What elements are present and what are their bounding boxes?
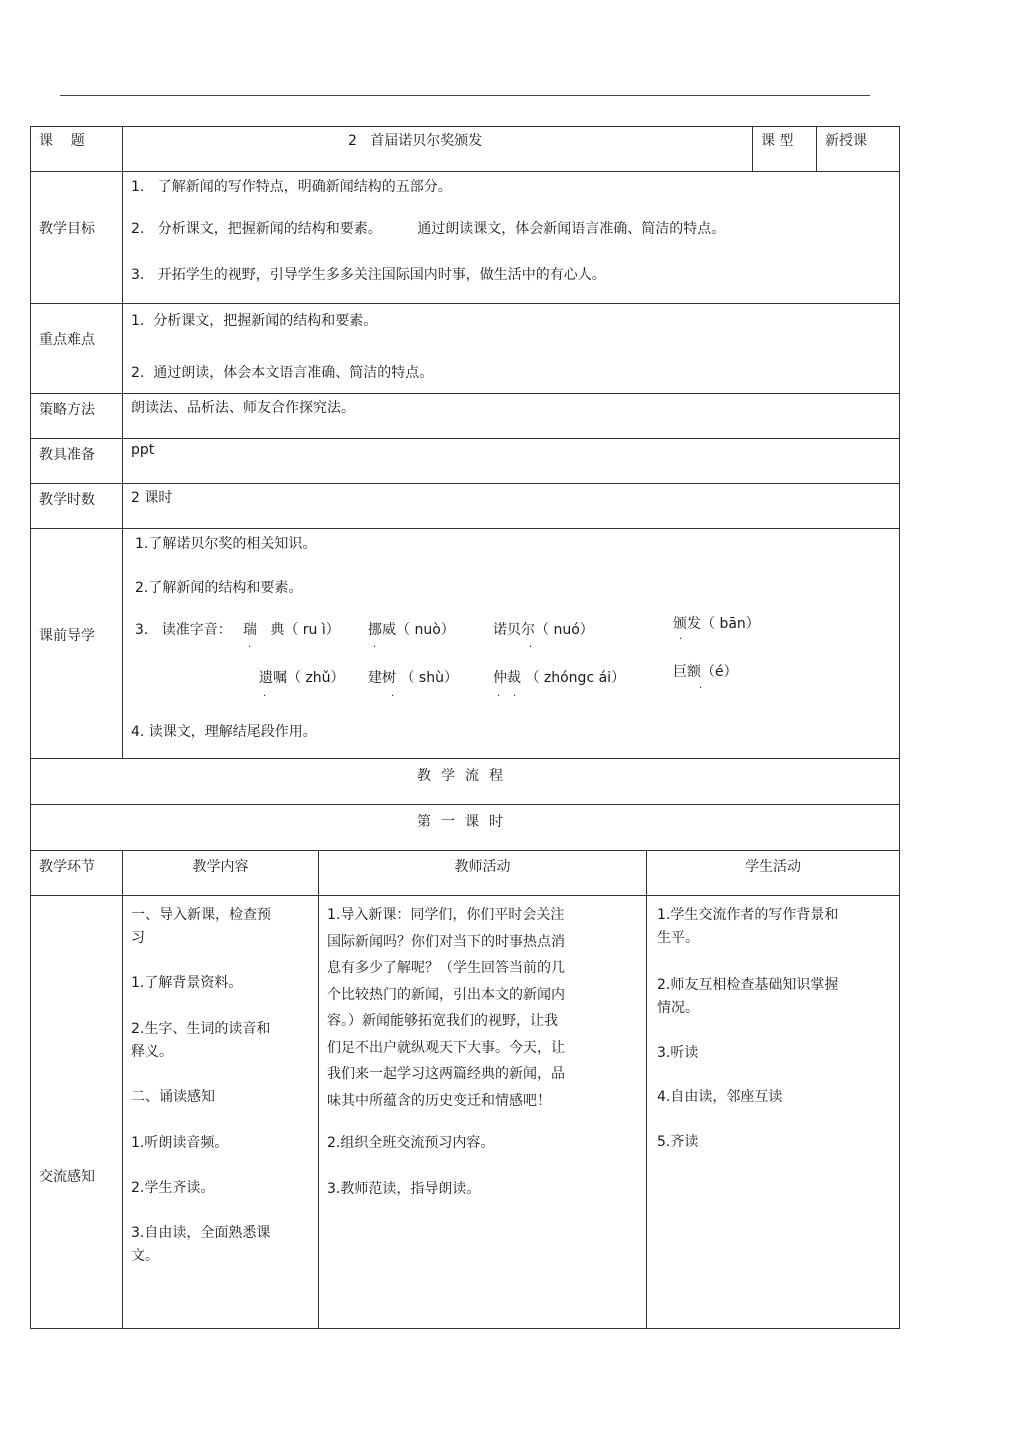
cell-hours xyxy=(122,484,899,528)
emphasis-dot: · xyxy=(248,642,252,653)
label-title: 课 题 xyxy=(39,133,85,149)
emphasis-dot: · xyxy=(391,691,395,702)
row-preview xyxy=(30,529,900,759)
pinyin-word: 建树 （ shù） xyxy=(368,670,458,686)
cell-preview xyxy=(122,529,899,758)
preview-item: 2.了解新闻的结构和要素。 xyxy=(135,580,303,596)
lesson-type: 新授课 xyxy=(825,133,867,149)
pinyin-word: 仲裁 （ zhóngc ái） xyxy=(493,670,626,686)
stage-label: 交流感知 xyxy=(39,1169,95,1185)
student-item: 3.听读 xyxy=(657,1045,699,1061)
method-value: 朗读法、品析法、师友合作探究法。 xyxy=(131,400,355,416)
label-preview: 课前导学 xyxy=(39,628,95,644)
row-stage-body xyxy=(30,896,900,1329)
content-item: 2.生字、生词的读音和 释义。 xyxy=(131,1021,271,1060)
tools-value: ppt xyxy=(131,442,155,458)
pinyin-word: 挪威（ nuò） xyxy=(368,622,455,638)
student-item: 2.师友互相检查基础知识掌握 情况。 xyxy=(657,977,839,1016)
emphasis-dot: · xyxy=(679,634,683,645)
pinyin-word: 诺贝尔（ nuó） xyxy=(493,622,594,638)
content-item: 1.了解背景资料。 xyxy=(131,975,243,991)
label-tools: 教具准备 xyxy=(39,447,95,463)
key-point-item: 1. 分析课文，把握新闻的结构和要素。 xyxy=(131,313,378,329)
header-student: 学生活动 xyxy=(745,859,801,875)
lesson-plan-table xyxy=(30,126,900,1329)
goal-item: 3. 开拓学生的视野，引导学生多多关注国际国内时事，做生活中的有心人。 xyxy=(131,267,606,283)
student-item: 5.齐读 xyxy=(657,1134,699,1150)
label-key-points: 重点难点 xyxy=(39,332,95,348)
label-method: 策略方法 xyxy=(39,402,95,418)
cell-content xyxy=(122,896,318,1328)
goal-item: 1. 了解新闻的写作特点，明确新闻结构的五部分。 xyxy=(131,179,452,195)
cell-header-content xyxy=(122,851,318,895)
cell-lesson-type xyxy=(816,127,901,171)
emphasis-dot: · xyxy=(497,691,501,702)
row-goals xyxy=(30,172,900,304)
row-lesson1-title xyxy=(30,805,900,851)
preview-item: 1.了解诺贝尔奖的相关知识。 xyxy=(135,536,317,552)
preview-item: 4. 读课文，理解结尾段作用。 xyxy=(131,724,317,740)
pinyin-word: 瑞 典（ ru ì） xyxy=(243,622,340,638)
teacher-item: 2.组织全班交流预习内容。 xyxy=(327,1135,495,1151)
row-title xyxy=(30,126,900,172)
cell-student xyxy=(646,896,899,1328)
header-stage: 教学环节 xyxy=(39,859,95,875)
row-hours xyxy=(30,484,900,529)
cell-header-teacher xyxy=(318,851,646,895)
teacher-item: 3.教师范读，指导朗读。 xyxy=(327,1181,481,1197)
cell-teacher xyxy=(318,896,646,1328)
hours-value: 2 课时 xyxy=(131,490,173,506)
emphasis-dot: · xyxy=(513,691,517,702)
label-goals: 教学目标 xyxy=(39,221,95,237)
pinyin-word: 遗嘱（ zhǔ） xyxy=(259,670,345,686)
label-type: 课 型 xyxy=(761,133,794,149)
goal-item: 2. 分析课文，把握新闻的结构和要素。 通过朗读课文，体会新闻语言准确、简洁的特点。 xyxy=(131,221,726,237)
header-content: 教学内容 xyxy=(192,859,249,875)
cell-header-student xyxy=(646,851,899,895)
content-item: 2.学生齐读。 xyxy=(131,1180,215,1196)
row-key-points xyxy=(30,304,900,394)
row-table-headers xyxy=(30,851,900,896)
key-point-item: 2. 通过朗读，体会本文语言准确、简洁的特点。 xyxy=(131,365,434,381)
teacher-item: 1.导入新课：同学们，你们平时会关注 国际新闻吗？你们对当下的时事热点消 息有多少了解呢？（学生回答当前的几 个比较热门的新闻，引出本文的新闻内 容。）新闻能够拓宽我们的视野，让我 们足不出户就纵观天下大事。今天，让 我们来一起学习这两篇经典的新闻，品 味其中所蕴含的历史变迁和情感吧！ xyxy=(327,907,565,1109)
student-item: 4.自由读，邻座互读 xyxy=(657,1089,783,1105)
cell-method xyxy=(122,394,899,438)
flow-title: 教学流程 xyxy=(417,768,513,784)
emphasis-dot: · xyxy=(373,642,377,653)
emphasis-dot: · xyxy=(529,642,533,653)
pinyin-word: 颁发（ bān） xyxy=(673,616,760,632)
header-teacher: 教师活动 xyxy=(454,859,511,875)
content-item: 3.自由读，全面熟悉课 文。 xyxy=(131,1225,271,1264)
emphasis-dot: · xyxy=(699,683,703,694)
cell-lesson-title xyxy=(122,127,752,171)
content-item: 二、诵读感知 xyxy=(131,1089,215,1105)
row-method xyxy=(30,394,900,439)
pinyin-word: 巨额（é） xyxy=(673,664,738,680)
content-item: 1.听朗读音频。 xyxy=(131,1135,229,1151)
label-hours: 教学时数 xyxy=(39,492,95,508)
cell-key-points xyxy=(122,304,899,393)
lesson-title: 2 首届诺贝尔奖颁发 xyxy=(348,133,483,149)
lesson1-title: 第一课时 xyxy=(417,814,513,830)
content-item: 一、导入新课，检查预 习 xyxy=(131,907,271,946)
student-item: 1.学生交流作者的写作背景和 生平。 xyxy=(657,907,839,946)
preview-item: 3. 读准字音： xyxy=(135,622,232,638)
emphasis-dot: · xyxy=(263,691,267,702)
cell-tools xyxy=(122,439,899,483)
cell-label-type xyxy=(752,127,816,171)
cell-goals xyxy=(122,172,899,303)
row-tools xyxy=(30,439,900,484)
header-rule xyxy=(60,95,870,96)
row-flow-title xyxy=(30,759,900,805)
